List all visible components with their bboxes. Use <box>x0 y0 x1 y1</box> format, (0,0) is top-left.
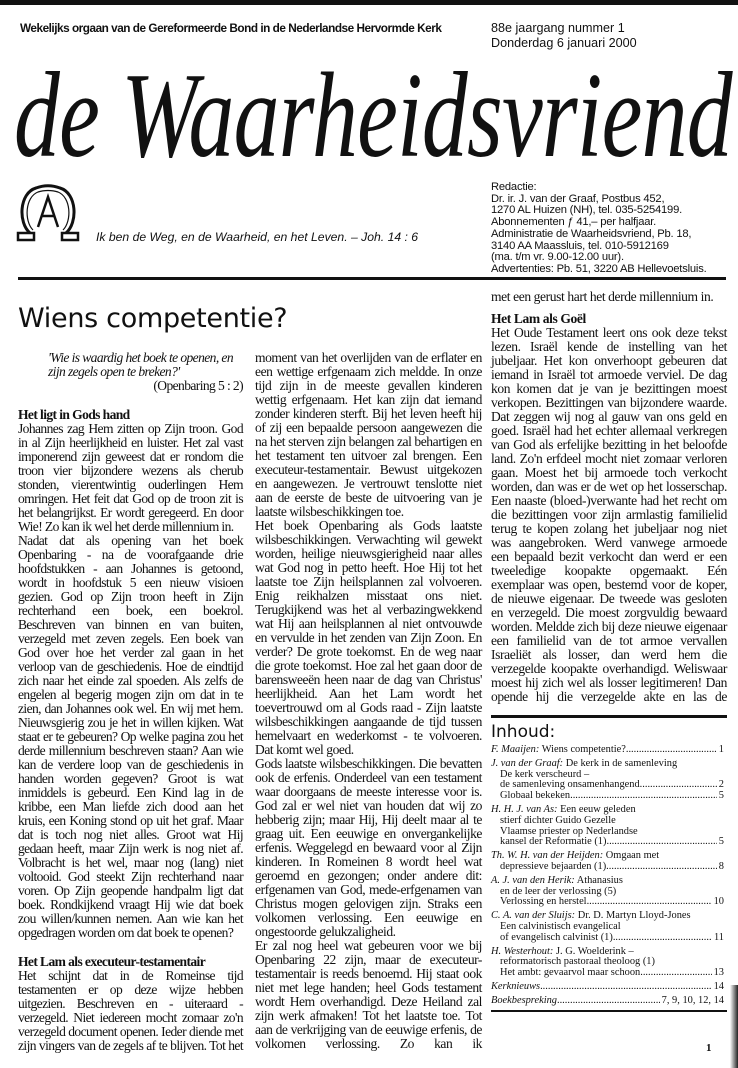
redactie-info <box>491 182 707 276</box>
entry-title: J. G. Woelderink – <box>555 945 634 957</box>
contents-entry[interactable] <box>491 911 724 943</box>
contents-entry[interactable] <box>491 745 724 756</box>
entry-author: F. Maaijen: <box>491 744 540 755</box>
entry-page: 13 <box>713 967 724 979</box>
entry-title: Kerknieuws <box>491 980 541 992</box>
entry-author: H. Westerhout: <box>491 945 554 957</box>
redactie-line: Abonnementen ƒ 41,– per halfjaar. <box>491 216 657 229</box>
entry-title: Dr. D. Martyn Lloyd-Jones <box>577 910 691 922</box>
article-column-2 <box>255 351 482 1051</box>
redactie-line: Administratie de Waarheidsvriend, Pb. 18, <box>491 227 692 240</box>
article-column-3 <box>491 290 727 704</box>
tagline: Wekelijks orgaan van de Gereformeerde Bond in de Nederlandse Hervormde Kerk <box>20 21 442 35</box>
entry-page: 11 <box>713 931 724 943</box>
redactie-line: 3140 AA Maassluis, tel. 010-5912169 <box>491 239 669 252</box>
paragraph: Het Oude Testament leert ons ook deze tekst lezen. Israël kende de instelling van het jubeljaar. Het kon onverhoopt gebeuren dat iemand in Israël tot armoede verviel. De dag kon komen dat je van je bezittingen moest verkopen. Bezittingen van bijzondere waarde. Dat zeggen wij nog al gauw van ons geld en goed. Israël had het echter allemaal verkregen van God als erfelijke bezitting in het beloofde land. Zo'n erfdeel mocht niet zomaar verloren gaan. Moest het bij armoede toch verkocht worden, dan was er de wet op het losserschap. Een naaste (bloed-)verwante had het recht om die bezittingen voor zijn armlastig familielid terug te kopen zolang het jubeljaar nog niet was aangebroken. Werd vanwege armoede een bepaald bezit verkocht dan werd er een tweeledige koopakte opgemaakt. Eén exemplaar was open, bestemd voor de koper, de nieuwe eigenaar. De tweede was gesloten en verzegeld. Die moest zorgvuldig bewaard worden. Meldde zich bij deze nieuwe eigenaar een familielid van de tot armoe vervallen Israeliët als losser, dan werd hem die verzegelde koopakte overhandigd. Weliswaar moest hij zich wel als losser legitimeren! Dan opende hij die verzegelde akte en las de <box>491 325 727 704</box>
entry-title: Een calvinistisch evangelical <box>500 920 621 932</box>
entry-page: 1 <box>718 744 724 755</box>
entry-title: Globaal bekeken <box>500 790 571 802</box>
redactie-line: (ma. t/m vr. 9.00-12.00 uur). <box>491 251 624 264</box>
issue-number: 88e jaargang nummer 1 <box>491 21 625 35</box>
entry-title: Wiens competentie? <box>541 744 626 755</box>
entry-title: Athanasius <box>576 874 623 886</box>
redactie-line: Dr. ir. J. van der Graaf, Postbus 452, <box>491 192 665 205</box>
contents-divider <box>491 715 727 718</box>
entry-author: C. A. van der Sluijs: <box>491 910 576 922</box>
article-title: Wiens competentie? <box>18 303 288 334</box>
entry-title: Omgaan met <box>605 850 660 862</box>
entry-author: Th. W. H. van der Heijden: <box>491 850 604 862</box>
paragraph: Er zal nog heel wat gebeuren voor we bij Openbaring 22 zijn, maar de executeur-testamentair is reeds benoemd. Hij staat ook niet met lege handen; heel Gods testament wordt Hem overhandigd. Deze Heiland zal zijn werk afmaken! Tot het laatste toe. Tot aan de verkrijging van de eeuwige erfenis, de volkomen verlossing. Zo kan ik <box>255 938 482 1051</box>
masthead-divider <box>18 277 726 280</box>
paragraph: met een gerust hart het derde millennium in. <box>491 289 714 304</box>
entry-title: kansel der Reformatie (1) <box>500 836 607 848</box>
table-of-contents <box>491 745 724 1007</box>
section-heading: Het Lam als Goël <box>491 311 586 326</box>
issue-date: Donderdag 6 januari 2000 <box>491 35 637 50</box>
top-border <box>0 0 738 5</box>
entry-page: 8 <box>718 860 724 872</box>
entry-title: reformatorisch pastoraal theoloog (1) <box>500 956 655 968</box>
entry-author: A. J. van den Herik: <box>491 874 575 886</box>
article-column-1 <box>18 351 243 1053</box>
section-heading: Het Lam als executeur-testamentair <box>18 954 206 969</box>
epigraph-reference: (Openbaring 5 : 2) <box>153 378 243 393</box>
paragraph: Johannes zag Hem zitten op Zijn troon. God in al Zijn heerlijkheid en luister. Het zal vast imponerend zijn geweest dat er rondom die troon vier bijzondere wezens als cherub stonden, vierentwintig ouderlingen Hem omringen. Het feit dat God op de troon zit is het belangrijkst. Er wordt geregeerd. En door Wie! Zo kan ik wel het derde millennium in. <box>18 421 243 534</box>
contents-entry[interactable] <box>491 805 724 848</box>
motto: Ik ben de Weg, en de Waarheid, en het Leven. – Joh. 14 : 6 <box>96 230 419 244</box>
paragraph: Nadat dat als opening van het boek Openbaring - na de voorafgaande drie hoofdstukken - aan Johannes is getoond, wordt in hoofdstuk 5 een nieuw visioen gezien. God op Zijn troon heeft in Zijn rechterhand een boek, een boekrol. Beschreven van binnen en van buiten, verzegeld met zeven zegels. Een boek van God over hoe het verder zal gaan in het verloop van de geschiedenis. Hoe de eindtijd zich naar het einde zal spoeden. Als zelfs de engelen al begerig mogen zijn om dat in te zien, dan Johannes ook wel. En wij met hem. Nieuwsgierig zou je het in willen kijken. Wat staat er te gebeuren? Op welke pagina zou het derde millennium beschreven staan? Aan wie kan de verdere loop van de geschiedenis in handen worden gegeven? Groot is wat inmiddels is gebeurd. Een Kind lag in de kribbe, een Man liefde zich dood aan het kruis, een Koning stond op uit het graf. Maar dat is toch nog niet alles. Groot wat Hij gedaan heeft, maar Zijn werk is nog niet af. Volbracht is het wel, maar nog (lang) niet voltooid. God steekt Zijn rechterhand naar voren. Op Zijn geopende handpalm ligt dat boek. Rondkijkend vraagt Hij wie dat boek zou willen/kunnen nemen. Aan wie kan het opgedragen worden om dat boek te openen? <box>18 533 243 940</box>
paragraph: moment van het overlijden van de erflater en een wettige erfgenaam zich meldde. In onze tijd zijn in de meeste gevallen kinderen wettig erfgenaam. Het kan zijn dat iemand zonder kinderen sterft. Bij het leven heeft hij of zij een bepaalde persoon aangewezen die na het sterven zijn belangen zal behartigen en het testament ten uitvoer zal brengen. Een executeur-testamentair. Bewust uitgekozen en aangewezen. Je vertrouwt tenslotte niet aan de eerste de beste de uitvoering van je laatste wilsbeschikkingen toe. <box>255 350 482 519</box>
entry-title: De kerk in de samenleving <box>565 757 678 769</box>
entry-author: J. van der Graaf: <box>491 757 564 769</box>
contents-title: Inhoud: <box>491 722 556 742</box>
contents-entry[interactable] <box>491 876 724 908</box>
entry-title: Boekbespreking <box>491 994 557 1006</box>
entry-page: 14 <box>713 980 724 992</box>
entry-title: of evangelisch calvinist (1) <box>500 931 613 943</box>
entry-page: 7, 9, 10, 12, 14 <box>661 994 724 1006</box>
paragraph: Gods laatste wilsbeschikkingen. Die bevatten ook de erfenis. Onderdeel van een testament waar doorgaans de meeste interesse voor is. God zal er wel niet van houden dat wij zo hebberig zijn; maar Hij, Hij deelt maar al te graag uit. Een eeuwige en onvergankelijke erfenis. Weggelegd en bewaard voor al Zijn kinderen. In Romeinen 8 wordt heel wat geroemd en gezongen; onder andere dit: erfgenamen van God, mede-erfgenamen van Christus mogen gelovigen zijn. Straks een volkomen verlossing. Een eeuwige en ongestoorde gelukzaligheid. <box>255 756 482 939</box>
entry-page: 2 <box>718 779 724 791</box>
contents-box <box>491 715 727 1012</box>
contents-entry[interactable] <box>491 851 724 873</box>
entry-title: Een eeuw geleden <box>560 803 636 815</box>
entry-title: de samenleving onsamenhangend <box>500 779 640 791</box>
entry-title: De kerk verscheurd – <box>500 768 590 780</box>
entry-title: Vlaamse priester op Nederlandse <box>500 825 638 837</box>
entry-title: Verlossing en herstel <box>500 896 587 908</box>
epigraph: 'Wie is waardig het boek te openen, en zijn zegels open te breken?' <box>48 350 234 379</box>
entry-title: depressieve bejaarden (1) <box>500 860 607 872</box>
entry-title: Het ambt: gevaarvol maar schoon <box>500 967 641 979</box>
contents-entry[interactable] <box>491 982 724 993</box>
redactie-line: Advertenties: Pb. 51, 3220 AB Hellevoetsluis. <box>491 262 707 275</box>
entry-page: 5 <box>718 790 724 802</box>
contents-entry[interactable] <box>491 759 724 802</box>
redactie-line: 1270 AL Huizen (NH), tel. 035-5254199. <box>491 204 682 217</box>
alpha-omega-logo-icon <box>16 183 80 245</box>
entry-title: en de leer der verlossing (5) <box>500 885 617 897</box>
redactie-line: Redactie: <box>491 181 537 193</box>
issue-info <box>491 21 637 50</box>
paragraph: Het boek Openbaring als Gods laatste wilsbeschikkingen. Verwachting wil gewekt worden, heilige nieuwsgierigheid naar alles wat God nog in petto heeft. Hoe Hij tot het laatste toe Zijn heilsplannen zal volvoeren. Enig reikhalzen misstaat ons niet. Terugkijkend was het al verbazingwekkend wat Hij aan heilsplannen al niet ontvouwde en vervulde in het zenden van Zijn Zoon. En verder? De grote toekomst. En de weg naar die grote toekomst. Hoe zal het gaan door de barensweeën heen naar de dag van Christus' heerlijkheid. Aan het Lam wordt het toevertrouwd om al Gods raad - Zijn laatste wilsbeschikkingen aangaande de tijd tussen hemelvaart en wederkomst - te volvoeren. Dat komt wel goed. <box>255 518 482 757</box>
masthead-title: de Waarheidsvriend <box>14 48 732 183</box>
entry-page: 10 <box>713 896 724 908</box>
entry-title: stierf dichter Guido Gezelle <box>500 814 616 826</box>
entry-author: H. H. J. van As: <box>491 803 558 815</box>
section-heading: Het ligt in Gods hand <box>18 407 130 422</box>
page-number: 1 <box>706 1042 712 1054</box>
paragraph: Het schijnt dat in de Romeinse tijd testamenten er op deze wijze hebben uitgezien. Beschreven en - uiteraard - verzegeld. Niet iedereen mocht zomaar zo'n verzegeld document openen. Ieder diende met zijn vingers van de zegels af te blijven. Tot het <box>18 968 243 1053</box>
contents-bottom-divider <box>491 1010 727 1012</box>
entry-page: 5 <box>718 836 724 848</box>
scan-edge-shadow <box>730 985 738 1068</box>
contents-entry[interactable] <box>491 947 724 979</box>
contents-entry[interactable] <box>491 996 724 1007</box>
